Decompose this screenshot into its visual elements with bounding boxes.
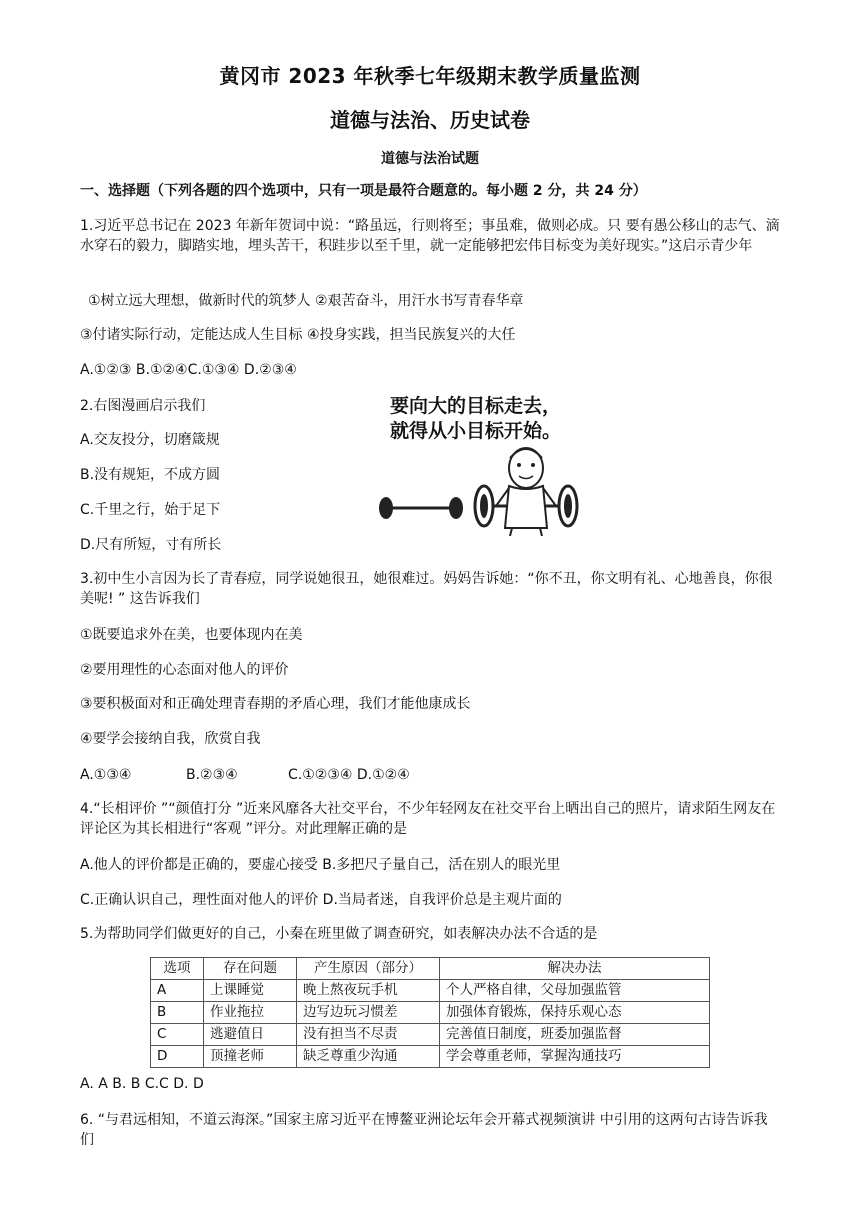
table-row [151,980,710,1002]
table-header: 存在问题 [204,958,297,980]
q5-options: A. A B. B C.C D. D [80,1076,204,1092]
table-cell: 个人严格自律，父母加强监管 [440,980,710,1002]
q2-option-d: D.尺有所短，寸有所长 [80,537,222,553]
q1-statements-2: ③付诸实际行动，定能达成人生目标 ④投身实践，担当民族复兴的大任 [80,327,516,343]
table-cell: A [151,980,204,1002]
table-row [151,1046,710,1068]
q1-stem: 1.习近平总书记在 2023 年新年贺词中说：“路虽远，行则将至；事虽难，做则必成。只 要有愚公移山的志气、滴水穿石的毅力，脚踏实地，埋头苦干，积跬步以至千里，就一定能够把宏伟目标变为美好现实。”这启示青少年 [80,218,780,254]
q2-option-c: C.千里之行，始于足下 [80,502,221,518]
q3-statement-4: ④要学会接纳自我，欣赏自我 [80,731,261,747]
table-cell: 缺乏尊重少沟通 [297,1046,440,1068]
table-cell: 上课睡觉 [204,980,297,1002]
table-cell: 没有担当不尽责 [297,1024,440,1046]
exam-title: 黄冈市 2023 年秋季七年级期末教学质量监测 [219,64,641,88]
q4-options-cd: C.正确认识自己，理性面对他人的评价 D.当局者迷，自我评价总是主观片面的 [80,892,562,908]
table-row [151,1024,710,1046]
section-heading: 一、选择题（下列各题的四个选项中，只有一项是最符合题意的。每小题 2 分，共 24 分） [80,183,647,199]
q2-option-b: B.没有规矩，不成方圆 [80,467,221,483]
table-cell: 晚上熬夜玩手机 [297,980,440,1002]
q3-option-a: A.①③④ [80,767,132,783]
table-cell: 加强体育锻炼，保持乐观心态 [440,1002,710,1024]
q2-option-a: A.交友投分，切磨箴规 [80,432,220,448]
q6-stem: 6. “与君远相知，不道云海深。”国家主席习近平在博鳌亚洲论坛年会开幕式视频演讲 中引用的这两句古诗告诉我们 [80,1112,768,1148]
small-barbell-icon [379,497,463,519]
table-cell: B [151,1002,204,1024]
table-header: 选项 [151,958,204,980]
q3-statement-1: ①既要追求外在美，也要体现内在美 [80,627,303,643]
weightlifter-icon [475,448,577,536]
table-header: 产生原因（部分） [297,958,440,980]
table-cell: C [151,1024,204,1046]
table-cell: 边写边玩习惯差 [297,1002,440,1024]
q3-stem: 3.初中生小言因为长了青春痘，同学说她很丑，她很难过。妈妈告诉她：“你不丑，你文明有礼、心地善良，你很美呢! ” 这告诉我们 [80,571,773,607]
table-cell: 作业拖拉 [204,1002,297,1024]
q4-options-ab: A.他人的评价都是正确的，要虚心接受 B.多把尺子量自己，活在别人的眼光里 [80,857,561,873]
table-cell: 顶撞老师 [204,1046,297,1068]
survey-table [150,957,710,1068]
q3-statement-3: ③要积极面对和正确处理青春期的矛盾心理，我们才能他康成长 [80,696,471,712]
q3-statement-2: ②要用理性的心态面对他人的评价 [80,662,289,678]
q3-option-b: B.②③④ [186,767,238,783]
table-header: 解决办法 [440,958,710,980]
q1-options: A.①②③ B.①②④C.①③④ D.②③④ [80,362,297,378]
q2-stem: 2.右图漫画启示我们 [80,398,206,414]
q1-statements-1: ①树立远大理想，做新时代的筑梦人 ②艰苦奋斗，用汗水书写青春华章 [88,293,524,309]
comic-caption-line1: 要向大的目标走去， [390,395,562,417]
subject-heading: 道德与法治试题 [381,151,479,167]
table-cell: D [151,1046,204,1068]
table-header-row [151,958,710,980]
q4-stem: 4.“长相评价 ”“颜值打分 ”近来风靡各大社交平台，不少年轻网友在社交平台上晒出自己的照片，请求陌生网友在评论区为其长相进行“客观 ”评分。对此理解正确的是 [80,801,776,837]
table-row [151,1002,710,1024]
exam-subtitle: 道德与法治、历史试卷 [330,108,530,132]
table-cell: 学会尊重老师，掌握沟通技巧 [440,1046,710,1068]
q5-stem: 5.为帮助同学们做更好的自己，小秦在班里做了调查研究，如表解决办法不合适的是 [80,926,598,942]
comic-caption-line2: 就得从小目标开始。 [390,420,562,442]
table-cell: 完善值日制度，班委加强监督 [440,1024,710,1046]
q3-option-cd: C.①②③④ D.①②④ [288,767,410,783]
weightlifting-comic [372,388,584,536]
table-cell: 逃避值日 [204,1024,297,1046]
